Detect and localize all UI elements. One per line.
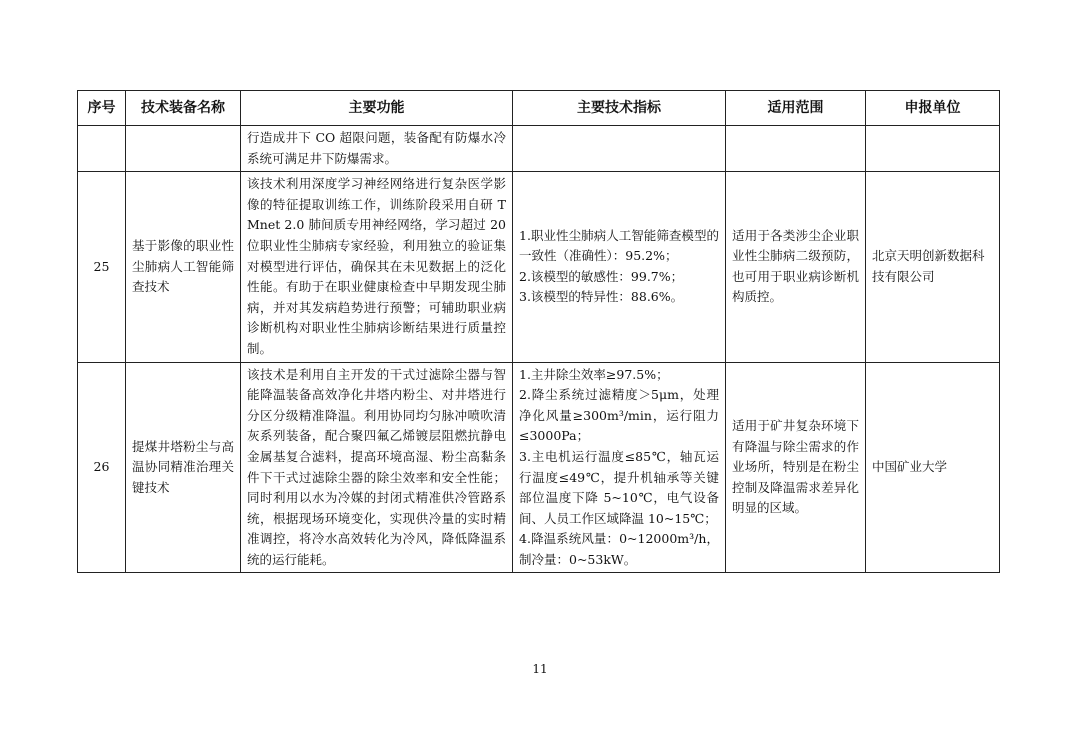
cell-function: 行造成井下 CO 超限问题，装备配有防爆水冷系统可满足井下防爆需求。 bbox=[241, 126, 513, 172]
cell-organization: 中国矿业大学 bbox=[866, 362, 1000, 573]
technology-equipment-table bbox=[77, 90, 1000, 573]
header-scope: 适用范围 bbox=[726, 91, 866, 126]
cell-scope bbox=[726, 126, 866, 172]
page-number: 11 bbox=[532, 662, 548, 676]
spec-line: 2.降尘系统过滤精度＞5μm，处理净化风量≥300m³/min，运行阻力≤3000Pa； bbox=[519, 387, 719, 444]
cell-number bbox=[78, 126, 126, 172]
table-row-25 bbox=[78, 172, 1000, 362]
cell-organization: 北京天明创新数据科技有限公司 bbox=[866, 172, 1000, 362]
spec-line: 1.主井除尘效率≥97.5%； bbox=[519, 366, 669, 382]
cell-scope: 适用于各类涉尘企业职业性尘肺病二级预防，也可用于职业病诊断机构质控。 bbox=[726, 172, 866, 362]
cell-name: 基于影像的职业性尘肺病人工智能筛查技术 bbox=[126, 172, 241, 362]
header-name: 技术装备名称 bbox=[126, 91, 241, 126]
cell-function: 该技术是利用自主开发的干式过滤除尘器与智能降温装备高效净化井塔内粉尘、对井塔进行分区分级精准降温。利用协同均匀脉冲喷吹清灰系列装备，配合聚四氟乙烯镀层阻燃抗静电金属基复合滤料，提高环境高湿、粉尘高黏条件下干式过滤除尘器的除尘效率和安全性能；同时利用以水为冷媒的封闭式精准供冷管路系统，根据现场环境变化，实现供冷量的实时精准调控，将冷水高效转化为冷风，降低降温系统的运行能耗。 bbox=[241, 362, 513, 573]
cell-name bbox=[126, 126, 241, 172]
spec-line: 1.职业性尘肺病人工智能筛查模型的一致性（准确性）：95.2%； bbox=[519, 227, 719, 264]
spec-line: 2.该模型的敏感性：99.7%； bbox=[519, 268, 684, 284]
cell-number: 26 bbox=[78, 362, 126, 573]
spec-line: 3.主电机运行温度≤85℃，轴瓦运行温度≤49℃，提升机轴承等关键部位温度下降 5~10℃，电气设备间、人员工作区域降温 10~15℃； bbox=[519, 448, 719, 526]
header-function: 主要功能 bbox=[241, 91, 513, 126]
cell-function: 该技术利用深度学习神经网络进行复杂医学影像的特征提取训练工作，训练阶段采用自研 TMnet 2.0 肺间质专用神经网络，学习超过 20 位职业性尘肺病专家经验，利用独立的验证集对模型进行评估，确保其在未见数据上的泛化性能。有助于在职业健康检查中早期发现尘肺病，并对其发病趋势进行预警；可辅助职业病诊断机构对职业性尘肺病诊断结果进行质量控制。 bbox=[241, 172, 513, 362]
spec-line: 4.降温系统风量：0~12000m³/h，制冷量：0~53kW。 bbox=[519, 531, 719, 567]
cell-scope: 适用于矿井复杂环境下有降温与除尘需求的作业场所，特别是在粉尘控制及降温需求差异化明显的区域。 bbox=[726, 362, 866, 573]
table-row-26 bbox=[78, 362, 1000, 573]
header-specs: 主要技术指标 bbox=[513, 91, 726, 126]
cell-name: 提煤井塔粉尘与高温协同精准治理关键技术 bbox=[126, 362, 241, 573]
table-row-continuation bbox=[78, 126, 1000, 172]
cell-specs bbox=[513, 362, 726, 573]
cell-specs bbox=[513, 126, 726, 172]
cell-specs bbox=[513, 172, 726, 362]
cell-organization bbox=[866, 126, 1000, 172]
cell-number: 25 bbox=[78, 172, 126, 362]
header-number: 序号 bbox=[78, 91, 126, 126]
table-header-row bbox=[78, 91, 1000, 126]
spec-line: 3.该模型的特异性：88.6%。 bbox=[519, 289, 684, 305]
header-organization: 申报单位 bbox=[866, 91, 1000, 126]
